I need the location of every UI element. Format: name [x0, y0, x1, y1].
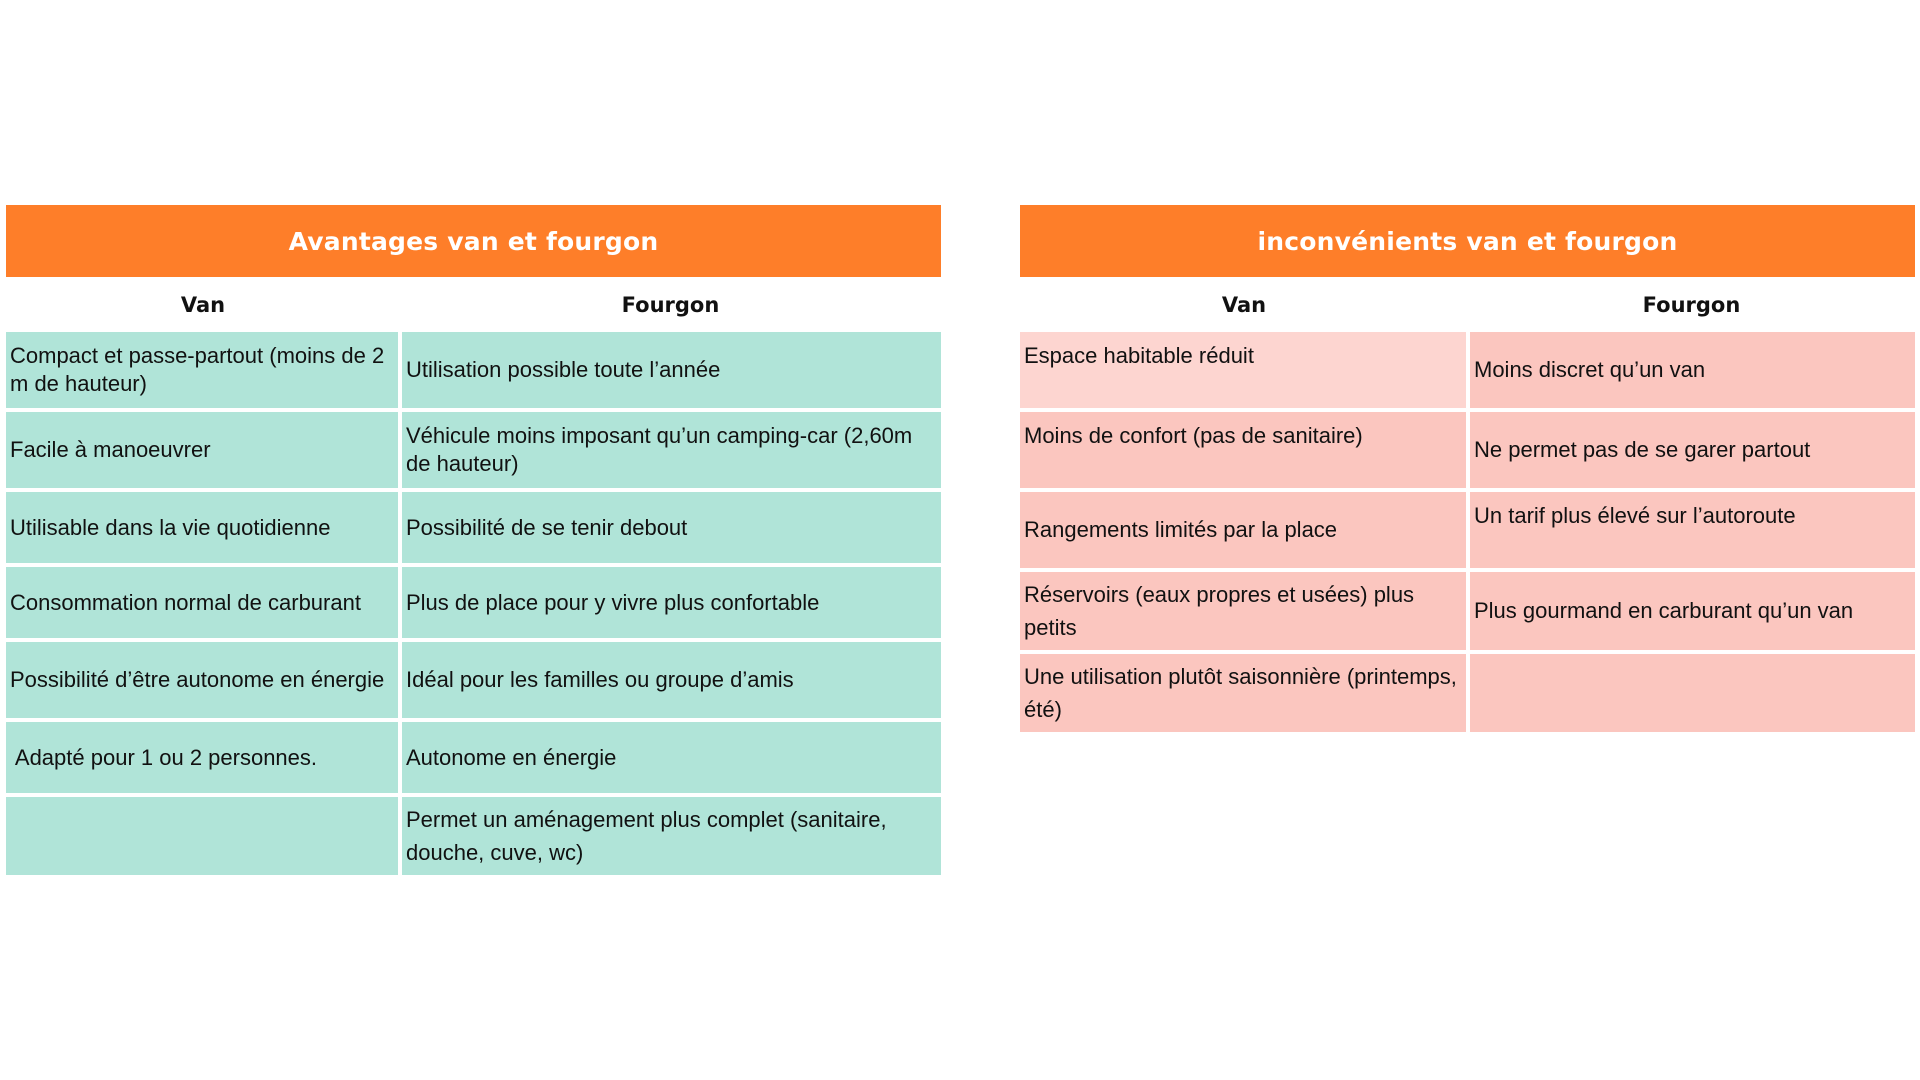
table-row — [6, 722, 941, 793]
advantages-title: Avantages van et fourgon — [6, 205, 941, 277]
advantages-col-fourgon: Fourgon — [621, 292, 720, 317]
disadvantage-fourgon-cell: Plus gourmand en carburant qu’un van — [1470, 572, 1915, 650]
table-row — [1020, 412, 1915, 488]
disadvantage-fourgon-cell: Ne permet pas de se garer partout — [1470, 412, 1915, 488]
disadvantages-column-headers — [1020, 277, 1915, 332]
advantage-van-cell: Utilisable dans la vie quotidienne — [6, 492, 398, 563]
disadvantages-col-van: Van — [1221, 292, 1267, 317]
table-row — [6, 567, 941, 638]
table-row — [1020, 332, 1915, 408]
advantage-fourgon-cell: Autonome en énergie — [402, 722, 941, 793]
advantage-fourgon-cell: Utilisation possible toute l’année — [402, 332, 941, 408]
disadvantage-van-cell: Une utilisation plutôt saisonnière (printemps, été) — [1020, 654, 1466, 732]
disadvantage-van-cell: Rangements limités par la place — [1020, 492, 1466, 568]
table-row — [1020, 654, 1915, 732]
disadvantage-van-cell: Moins de confort (pas de sanitaire) — [1020, 412, 1466, 488]
table-row — [6, 797, 941, 875]
advantage-fourgon-cell: Possibilité de se tenir debout — [402, 492, 941, 563]
advantage-van-cell: Possibilité d’être autonome en énergie — [6, 642, 398, 718]
disadvantage-fourgon-cell: Moins discret qu’un van — [1470, 332, 1915, 408]
advantage-fourgon-cell: Permet un aménagement plus complet (sanitaire, douche, cuve, wc) — [402, 797, 941, 875]
advantages-table — [6, 205, 941, 879]
table-row — [6, 332, 941, 408]
disadvantage-van-cell: Réservoirs (eaux propres et usées) plus petits — [1020, 572, 1466, 650]
disadvantages-col-fourgon: Fourgon — [1642, 292, 1741, 317]
table-row — [1020, 572, 1915, 650]
disadvantage-van-cell: Espace habitable réduit — [1020, 332, 1466, 408]
advantage-fourgon-cell: Plus de place pour y vivre plus confortable — [402, 567, 941, 638]
disadvantage-fourgon-cell — [1470, 654, 1915, 732]
disadvantages-table — [1020, 205, 1915, 736]
advantage-fourgon-cell: Idéal pour les familles ou groupe d’amis — [402, 642, 941, 718]
advantages-col-van: Van — [180, 292, 226, 317]
disadvantages-title: inconvénients van et fourgon — [1020, 205, 1915, 277]
table-row — [6, 492, 941, 563]
advantage-van-cell: Facile à manoeuvrer — [6, 412, 398, 488]
advantage-fourgon-cell: Véhicule moins imposant qu’un camping-car (2,60m de hauteur) — [402, 412, 941, 488]
disadvantage-fourgon-cell: Un tarif plus élevé sur l’autoroute — [1470, 492, 1915, 568]
table-row — [1020, 492, 1915, 568]
advantages-column-headers — [6, 277, 941, 332]
advantage-van-cell: Adapté pour 1 ou 2 personnes. — [6, 722, 398, 793]
advantage-van-cell: Consommation normal de carburant — [6, 567, 398, 638]
table-row — [6, 642, 941, 718]
advantage-van-cell: Compact et passe-partout (moins de 2 m de hauteur) — [6, 332, 398, 408]
table-row — [6, 412, 941, 488]
advantage-van-cell — [6, 797, 398, 875]
